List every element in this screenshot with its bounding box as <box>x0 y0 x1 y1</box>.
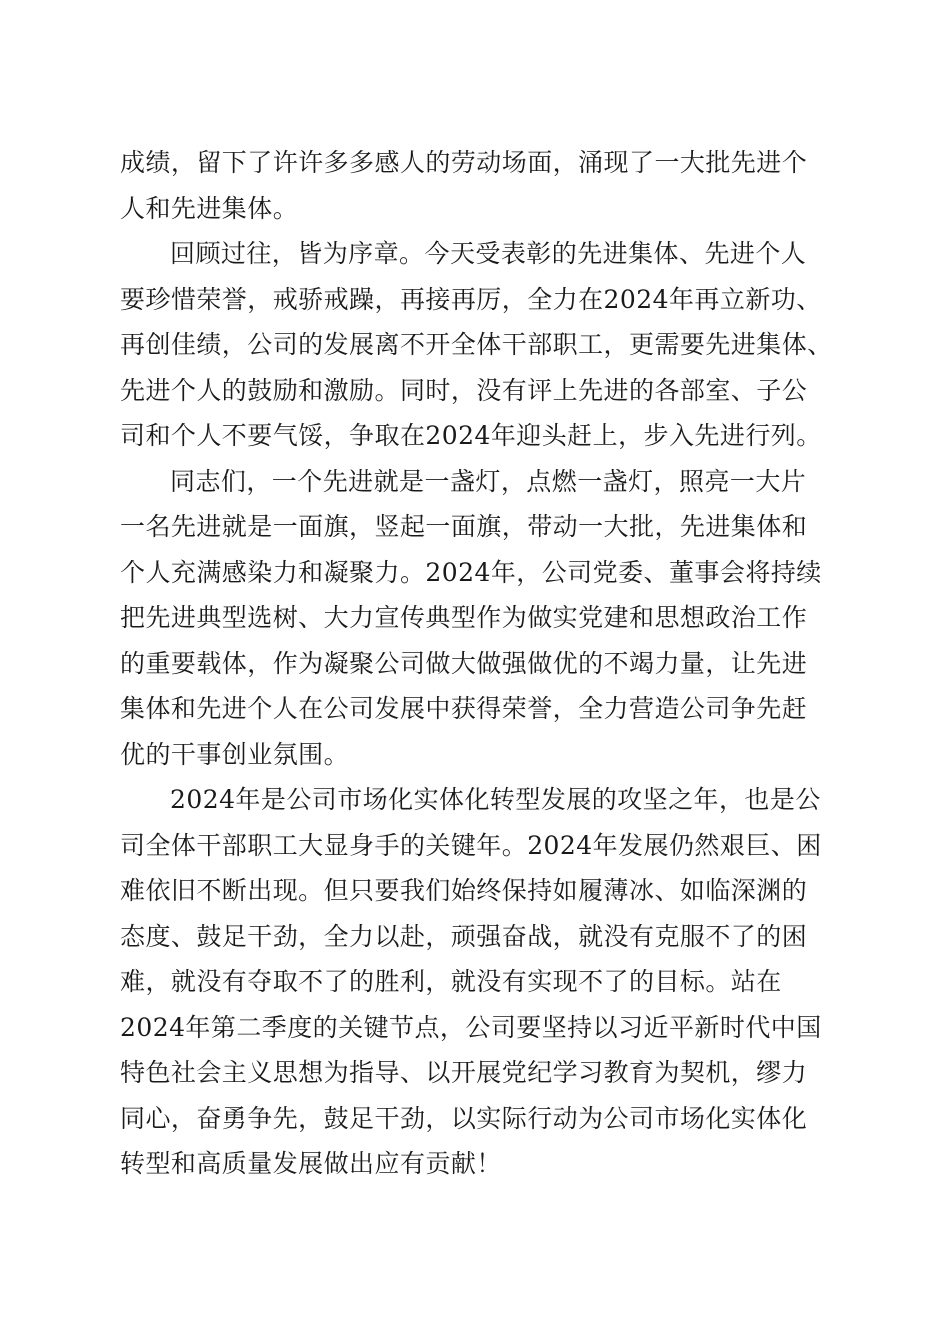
text-line: 司和个人不要气馁，争取在2024年迎头赶上，步入先进行列。 <box>120 421 822 450</box>
text-line: 个人充满感染力和凝聚力。2024年，公司党委、董事会将持续 <box>120 557 822 587</box>
text-line: 同心，奋勇争先，鼓足干劲，以实际行动为公司市场化实体化 <box>120 1103 808 1133</box>
text-line: 先进个人的鼓励和激励。同时，没有评上先进的各部室、子公 <box>120 375 808 405</box>
text-line: 人和先进集体。 <box>120 193 299 223</box>
text-line: 司全体干部职工大显身手的关键年。2024年发展仍然艰巨、困 <box>120 830 822 860</box>
paragraph-start-line: 同志们，一个先进就是一盏灯，点燃一盏灯，照亮一大片 <box>170 466 807 496</box>
text-line: 一名先进就是一面旗，竖起一面旗，带动一大批，先进集体和 <box>120 512 808 541</box>
text-line: 优的干事创业氛围。 <box>120 739 350 769</box>
paragraph-start-line: 回顾过往，皆为序章。今天受表彰的先进集体、先进个人 <box>170 239 807 268</box>
text-line: 的重要载体，作为凝聚公司做大做强做优的不竭力量，让先进 <box>120 648 808 678</box>
text-line: 把先进典型选树、大力宣传典型作为做实党建和思想政治工作 <box>120 603 808 632</box>
text-line: 再创佳绩，公司的发展离不开全体干部职工，更需要先进集体、 <box>120 330 833 359</box>
paragraph-start-line: 2024年是公司市场化实体化转型发展的攻坚之年，也是公 <box>170 785 821 814</box>
text-line: 要珍惜荣誉，戒骄戒躁，再接再厉，全力在2024年再立新功、 <box>120 284 822 314</box>
text-line: 成绩，留下了许许多多感人的劳动场面，涌现了一大批先进个 <box>120 148 808 177</box>
text-line: 难，就没有夺取不了的胜利，就没有实现不了的目标。站在 <box>120 967 782 996</box>
text-line: 特色社会主义思想为指导、以开展党纪学习教育为契机，缪力 <box>120 1058 808 1087</box>
text-line: 转型和高质量发展做出应有贡献！ <box>120 1149 502 1178</box>
text-line: 集体和先进个人在公司发展中获得荣誉，全力营造公司争先赶 <box>120 694 808 723</box>
document-body <box>120 140 832 1187</box>
text-line: 2024年第二季度的关键节点，公司要坚持以习近平新时代中国 <box>120 1012 822 1042</box>
text-line: 难依旧不断出现。但只要我们始终保持如履薄冰、如临深渊的 <box>120 876 808 905</box>
text-line: 态度、鼓足干劲，全力以赴，顽强奋战，就没有克服不了的困 <box>120 921 808 951</box>
